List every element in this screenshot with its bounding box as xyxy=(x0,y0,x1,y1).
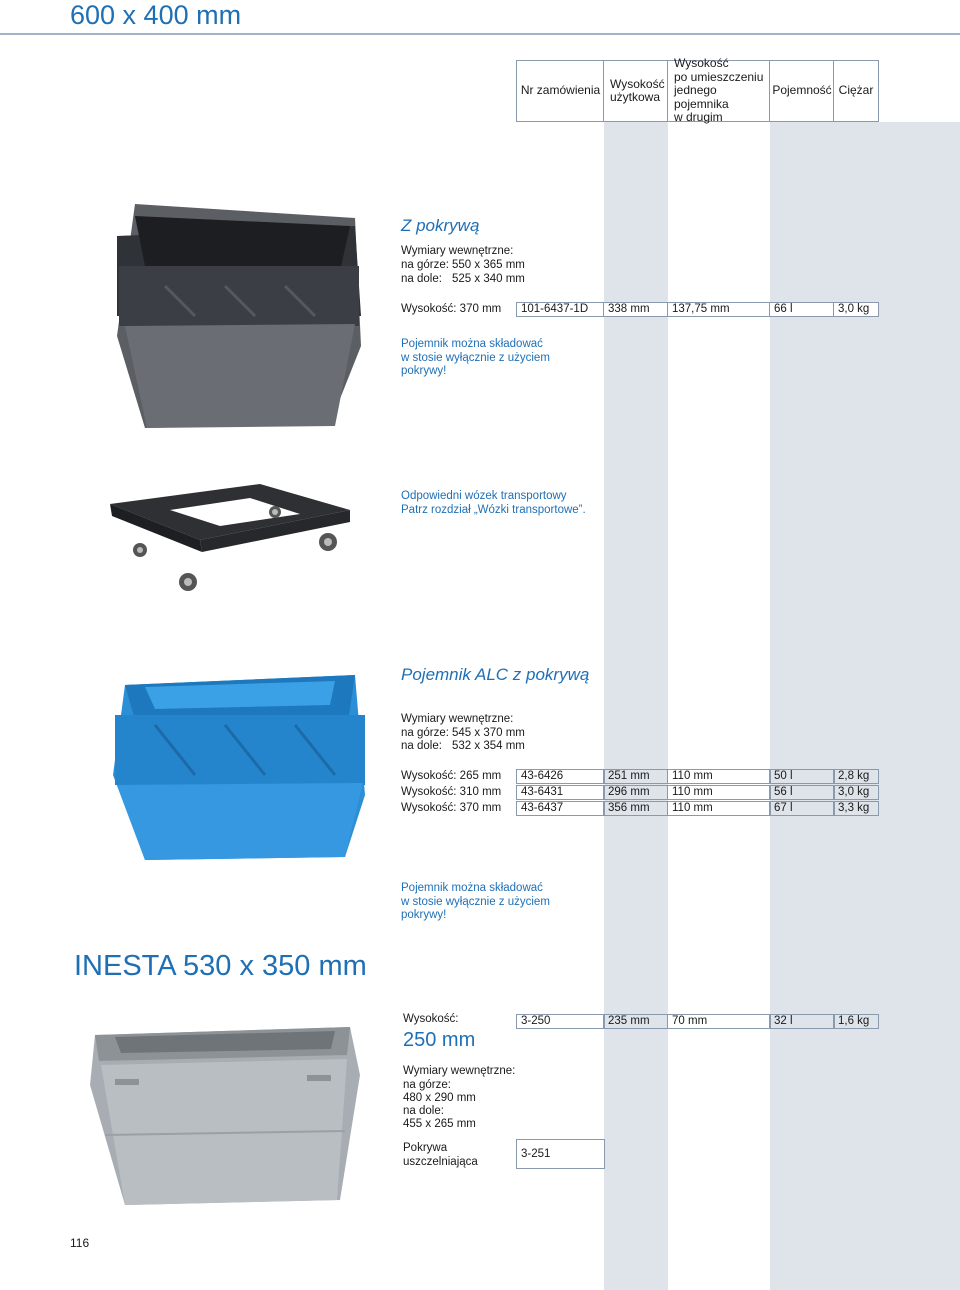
nested-height-cell: 137,75 mm xyxy=(667,302,771,317)
bottom-dimension-label: na dole: xyxy=(403,1105,444,1117)
inner-dimensions-label: Wymiary wewnętrzne: xyxy=(401,713,514,725)
usable-height-cell: 235 mm xyxy=(603,1014,668,1029)
lidded-container-image xyxy=(105,196,365,436)
capacity-cell: 67 l xyxy=(769,801,835,816)
header-nested-height: Wysokość po umieszczeniu jednego pojemnika w drugim xyxy=(667,60,771,122)
order-number-cell: 43-6437 xyxy=(516,801,605,816)
weight-cell: 3,0 kg xyxy=(833,302,879,317)
weight-cell: 3,0 kg xyxy=(833,785,879,800)
top-dimension-label: na górze: xyxy=(403,1079,451,1091)
bottom-dimension-label: na dole: xyxy=(401,740,442,752)
section-title: Z pokrywą xyxy=(401,216,480,235)
height-label: Wysokość: 310 mm xyxy=(401,786,502,798)
capacity-cell: 56 l xyxy=(769,785,835,800)
nested-height-cell: 70 mm xyxy=(667,1014,771,1029)
order-number-cell: 3-250 xyxy=(516,1014,605,1029)
usable-height-cell: 251 mm xyxy=(603,769,668,784)
usable-height-cell: 338 mm xyxy=(603,302,668,317)
top-dimension-value: 545 x 370 mm xyxy=(452,727,525,739)
weight-cell: 2,8 kg xyxy=(833,769,879,784)
capacity-cell: 50 l xyxy=(769,769,835,784)
top-dimension-label: na górze: xyxy=(401,259,449,271)
page-number: 116 xyxy=(70,1236,90,1250)
order-number-cell: 43-6426 xyxy=(516,769,605,784)
lid-order-number-cell: 3-251 xyxy=(516,1139,605,1169)
header-order: Nr zamówienia xyxy=(516,60,605,122)
header-capacity: Pojemność xyxy=(769,60,835,122)
capacity-cell: 32 l xyxy=(769,1014,835,1029)
capacity-cell: 66 l xyxy=(769,302,835,317)
top-dimension-label: na górze: xyxy=(401,727,449,739)
stacking-note: Pojemnik można składować w stosie wyłącznie z użyciem pokrywy! xyxy=(401,338,550,377)
inner-dimensions-label: Wymiary wewnętrzne: xyxy=(403,1065,516,1077)
weight-cell: 1,6 kg xyxy=(833,1014,879,1029)
alc-container-image xyxy=(105,665,370,865)
usable-height-cell: 356 mm xyxy=(603,801,668,816)
bottom-dimension-label: na dole: xyxy=(401,273,442,285)
order-number-cell: 101-6437-1D xyxy=(516,302,605,317)
nested-height-cell: 110 mm xyxy=(667,801,771,816)
column-stripe xyxy=(770,122,960,1290)
height-label: Wysokość: 370 mm xyxy=(401,802,502,814)
inner-dimensions-label: Wymiary wewnętrzne: xyxy=(401,245,514,257)
usable-height-cell: 296 mm xyxy=(603,785,668,800)
stacking-note: Pojemnik można składować w stosie wyłącznie z użyciem pokrywy! xyxy=(401,882,550,921)
page-title: 600 x 400 mm xyxy=(70,0,242,30)
height-label: Wysokość: 265 mm xyxy=(401,770,502,782)
bottom-dimension-value: 532 x 354 mm xyxy=(452,740,525,752)
order-number-cell: 43-6431 xyxy=(516,785,605,800)
weight-cell: 3,3 kg xyxy=(833,801,879,816)
nested-height-cell: 110 mm xyxy=(667,769,771,784)
height-label: Wysokość: xyxy=(403,1013,459,1025)
top-dimension-value: 480 x 290 mm xyxy=(403,1092,476,1104)
top-dimension-value: 550 x 365 mm xyxy=(452,259,525,271)
title-divider xyxy=(0,33,960,35)
lid-label: Pokrywa uszczelniająca xyxy=(403,1142,478,1168)
trolley-image xyxy=(110,480,350,595)
header-weight: Ciężar xyxy=(833,60,879,122)
height-label: Wysokość: 370 mm xyxy=(401,303,502,315)
height-value: 250 mm xyxy=(403,1029,476,1051)
inesta-container-image xyxy=(85,1015,365,1210)
nested-height-cell: 110 mm xyxy=(667,785,771,800)
column-stripe xyxy=(604,122,668,1290)
section-title: Pojemnik ALC z pokrywą xyxy=(401,665,590,684)
header-usable-height: Wysokość użytkowa xyxy=(603,60,668,122)
bottom-dimension-value: 525 x 340 mm xyxy=(452,273,525,285)
section-title: INESTA 530 x 350 mm xyxy=(74,950,367,982)
trolley-note: Odpowiedni wózek transportowy Patrz rozdział „Wózki transportowe”. xyxy=(401,490,586,516)
bottom-dimension-value: 455 x 265 mm xyxy=(403,1118,476,1130)
